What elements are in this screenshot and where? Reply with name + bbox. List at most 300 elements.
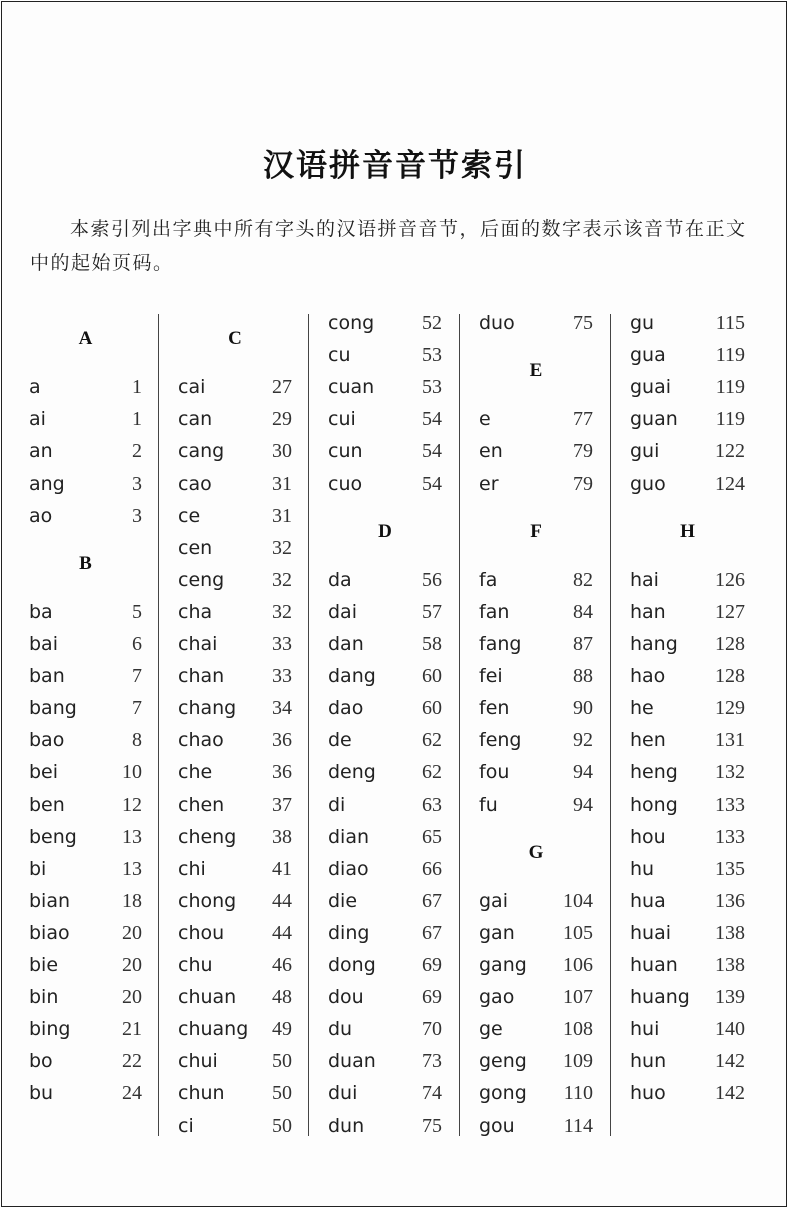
syllable: gai (479, 889, 508, 912)
syllable: chang (178, 697, 237, 720)
syllable: heng (630, 761, 678, 784)
syllable: dao (328, 697, 364, 720)
syllable: bi (29, 857, 47, 880)
index-entry (29, 661, 142, 691)
page-number: 107 (563, 986, 593, 1009)
syllable: cu (328, 344, 351, 367)
section-letter-f: F (530, 520, 542, 542)
page-number: 53 (422, 376, 442, 399)
syllable: guo (630, 472, 666, 495)
syllable: ang (29, 472, 65, 495)
index-entry (328, 1046, 442, 1076)
syllable: e (479, 408, 491, 431)
page-number: 33 (272, 633, 292, 655)
page-number: 115 (715, 312, 745, 334)
page-number: 20 (122, 954, 142, 976)
page-number: 108 (563, 1018, 593, 1041)
page-number: 56 (422, 568, 442, 591)
syllable: gou (479, 1114, 515, 1137)
index-entry (479, 950, 593, 980)
syllable: chai (178, 633, 218, 655)
index-entry (328, 693, 442, 723)
syllable: huo (630, 1082, 666, 1105)
syllable: fa (479, 568, 498, 591)
index-entry (328, 982, 442, 1012)
page-number: 46 (272, 954, 292, 976)
index-entry (178, 982, 292, 1012)
page-number: 44 (272, 889, 292, 912)
syllable: ci (178, 1114, 194, 1137)
page-number: 50 (272, 1114, 292, 1137)
index-entry (630, 982, 745, 1012)
page-number: 50 (272, 1082, 292, 1105)
index-entry (479, 918, 593, 948)
index-entry (178, 501, 292, 531)
index-entry (178, 854, 292, 884)
page-number: 138 (715, 921, 745, 944)
page-number: 6 (132, 633, 142, 655)
syllable: hai (630, 568, 659, 591)
index-entry (29, 597, 142, 627)
page-number: 60 (422, 665, 442, 688)
index-entry (630, 1078, 745, 1108)
page-number: 67 (422, 889, 442, 912)
index-entry (178, 597, 292, 627)
syllable: hui (630, 1018, 660, 1041)
page-number: 128 (715, 665, 745, 688)
index-entry (479, 597, 593, 627)
page-number: 142 (715, 1050, 745, 1073)
syllable: bai (29, 633, 58, 655)
page-number: 36 (272, 761, 292, 784)
syllable: huai (630, 921, 672, 944)
syllable: ce (178, 504, 201, 527)
page-number: 7 (132, 665, 142, 688)
page-number: 122 (715, 440, 745, 463)
page-number: 142 (715, 1082, 745, 1105)
index-entry (630, 757, 745, 787)
index-entry (29, 757, 142, 787)
intro-paragraph: 本索引列出字典中所有字头的汉语拼音音节，后面的数字表示该音节在正文中的起始页码。 (30, 218, 747, 274)
syllable: geng (479, 1050, 527, 1073)
index-entry (328, 436, 442, 466)
page-number: 48 (272, 986, 292, 1009)
index-entry (29, 1014, 142, 1044)
page-number: 33 (272, 665, 292, 688)
index-entry (328, 918, 442, 948)
page-number: 21 (122, 1018, 142, 1041)
index-entry (29, 1078, 142, 1108)
page-number: 24 (122, 1082, 142, 1105)
index-entry (479, 790, 593, 820)
syllable: a (29, 376, 41, 399)
page-number: 133 (715, 825, 745, 848)
index-entry (328, 1014, 442, 1044)
syllable: chuang (178, 1018, 249, 1041)
page-number: 69 (422, 954, 442, 976)
syllable: cun (328, 440, 363, 463)
index-entry (328, 340, 442, 370)
page-number: 94 (573, 793, 593, 816)
index-entry (479, 982, 593, 1012)
syllable: da (328, 568, 352, 591)
syllable: fen (479, 697, 510, 720)
page-number: 63 (422, 793, 442, 816)
syllable: chong (178, 889, 237, 912)
index-entry (178, 886, 292, 916)
index-entry (328, 1078, 442, 1108)
index-entry (328, 308, 442, 338)
syllable: fu (479, 793, 498, 816)
syllable: dun (328, 1114, 365, 1137)
index-entry (630, 340, 745, 370)
page-number: 38 (272, 825, 292, 848)
index-entry (630, 693, 745, 723)
page-number: 88 (573, 665, 593, 688)
index-entry (29, 372, 142, 402)
column-divider (308, 314, 309, 1136)
page-number: 70 (422, 1018, 442, 1041)
index-entry (630, 372, 745, 402)
index-entry (178, 757, 292, 787)
syllable: hen (630, 729, 666, 752)
syllable: hong (630, 793, 678, 816)
syllable: hu (630, 857, 655, 880)
index-entry (479, 469, 593, 499)
page-number: 58 (422, 633, 442, 655)
syllable: gui (630, 440, 660, 463)
syllable: diao (328, 857, 369, 880)
syllable: cai (178, 376, 206, 399)
index-entry (630, 469, 745, 499)
index-entry (630, 661, 745, 691)
index-entry (29, 436, 142, 466)
syllable: bao (29, 729, 65, 752)
syllable: guai (630, 376, 672, 399)
page-number: 131 (715, 729, 745, 752)
page-number: 32 (272, 600, 292, 623)
index-entry (178, 725, 292, 755)
syllable: guan (630, 408, 678, 431)
index-entry (630, 597, 745, 627)
index-entry (328, 469, 442, 499)
page-number: 74 (422, 1082, 442, 1105)
index-entry (630, 436, 745, 466)
syllable: bei (29, 761, 59, 784)
syllable: dian (328, 825, 370, 848)
page-number: 1 (132, 408, 142, 431)
page-number: 8 (132, 729, 142, 752)
page-number: 3 (132, 472, 142, 495)
syllable: cuan (328, 376, 375, 399)
syllable: fou (479, 761, 510, 784)
section-letter-h: H (680, 520, 695, 542)
syllable: can (178, 408, 213, 431)
syllable: bo (29, 1050, 53, 1073)
index-entry (29, 982, 142, 1012)
syllable: dan (328, 633, 364, 655)
index-entry (29, 790, 142, 820)
page-number: 62 (422, 729, 442, 752)
syllable: dang (328, 665, 376, 688)
syllable: hou (630, 825, 666, 848)
page-number: 5 (132, 600, 142, 623)
syllable: duo (479, 312, 515, 334)
syllable: huan (630, 954, 678, 976)
page-title: 汉语拼音音节索引 (263, 148, 527, 184)
syllable: cha (178, 600, 213, 623)
index-entry (29, 822, 142, 852)
syllable: biao (29, 921, 70, 944)
syllable: ai (29, 408, 46, 431)
syllable: gong (479, 1082, 527, 1105)
index-entry (178, 629, 292, 659)
page-number: 32 (272, 568, 292, 591)
section-letter-c: C (228, 328, 242, 350)
page-number: 126 (715, 568, 745, 591)
page-number: 110 (563, 1082, 593, 1105)
index-entry (178, 436, 292, 466)
page-number: 133 (715, 793, 745, 816)
page-number: 7 (132, 697, 142, 720)
index-entry (328, 854, 442, 884)
syllable: di (328, 793, 346, 816)
syllable: chan (178, 665, 225, 688)
page-number: 57 (422, 600, 442, 623)
page-number: 36 (272, 729, 292, 752)
page-number: 1 (132, 376, 142, 399)
syllable: che (178, 761, 213, 784)
index-entry (178, 661, 292, 691)
syllable: duan (328, 1050, 376, 1073)
page-number: 20 (122, 986, 142, 1009)
page-number: 32 (272, 536, 292, 559)
index-entry (630, 629, 745, 659)
index-entry (479, 308, 593, 338)
index-entry (29, 854, 142, 884)
syllable: die (328, 889, 358, 912)
page-number: 135 (715, 857, 745, 880)
page-number: 10 (122, 761, 142, 784)
page-number: 29 (272, 408, 292, 431)
page-number: 66 (422, 857, 442, 880)
page-number: 84 (573, 600, 593, 623)
syllable: gu (630, 312, 655, 334)
syllable: chu (178, 954, 213, 976)
syllable: dui (328, 1082, 358, 1105)
syllable: cheng (178, 825, 237, 848)
page-number: 18 (122, 889, 142, 912)
page-number: 87 (573, 633, 593, 655)
index-entry (29, 1046, 142, 1076)
syllable: cong (328, 312, 375, 334)
page-number: 31 (272, 504, 292, 527)
page-number: 31 (272, 472, 292, 495)
page-number: 54 (422, 472, 442, 495)
index-entry (630, 1046, 745, 1076)
index-entry (328, 565, 442, 595)
page-number: 13 (122, 857, 142, 880)
column-divider (459, 314, 460, 1136)
index-entry (178, 565, 292, 595)
page-number: 2 (132, 440, 142, 463)
index-entry (479, 404, 593, 434)
syllable: gang (479, 954, 527, 976)
syllable: chen (178, 793, 225, 816)
page-number: 37 (272, 793, 292, 816)
syllable: bian (29, 889, 71, 912)
index-entry (479, 436, 593, 466)
syllable: dou (328, 986, 364, 1009)
syllable: en (479, 440, 503, 463)
syllable: deng (328, 761, 376, 784)
syllable: de (328, 729, 352, 752)
syllable: ding (328, 921, 370, 944)
index-entry (29, 918, 142, 948)
page-number: 30 (272, 440, 292, 463)
column-divider (158, 314, 159, 1136)
page-number: 104 (563, 889, 593, 912)
page-number: 138 (715, 954, 745, 976)
syllable: bing (29, 1018, 71, 1041)
syllable: ceng (178, 568, 225, 591)
syllable: gao (479, 986, 515, 1009)
page-number: 119 (715, 344, 745, 367)
page-number: 34 (272, 697, 292, 720)
page-number: 3 (132, 504, 142, 527)
index-entry (178, 822, 292, 852)
syllable: cuo (328, 472, 363, 495)
syllable: cui (328, 408, 356, 431)
index-entry (178, 1078, 292, 1108)
page-number: 77 (573, 408, 593, 431)
index-entry (630, 725, 745, 755)
page-number: 119 (715, 408, 745, 431)
syllable: dong (328, 954, 376, 976)
page-number: 27 (272, 376, 292, 399)
syllable: chi (178, 857, 206, 880)
syllable: cang (178, 440, 225, 463)
index-entry (178, 1046, 292, 1076)
syllable: dai (328, 600, 357, 623)
page-number: 128 (715, 633, 745, 655)
index-entry (29, 404, 142, 434)
index-entry (29, 469, 142, 499)
syllable: gan (479, 921, 515, 944)
index-entry (178, 1111, 292, 1141)
index-entry (328, 597, 442, 627)
page-number: 79 (573, 472, 593, 495)
syllable: ban (29, 665, 65, 688)
index-entry (328, 1111, 442, 1141)
syllable: chun (178, 1082, 225, 1105)
page-number: 92 (573, 729, 593, 752)
index-entry (328, 629, 442, 659)
page-number: 140 (715, 1018, 745, 1041)
syllable: cao (178, 472, 212, 495)
page-number: 129 (715, 697, 745, 720)
page-number: 60 (422, 697, 442, 720)
index-entry (178, 693, 292, 723)
page-number: 75 (573, 312, 593, 334)
page-number: 139 (715, 986, 745, 1009)
syllable: feng (479, 729, 522, 752)
index-entry (178, 950, 292, 980)
syllable: ba (29, 600, 53, 623)
page-number: 54 (422, 440, 442, 463)
index-entry (630, 1014, 745, 1044)
index-entry (630, 918, 745, 948)
section-letter-e: E (529, 360, 543, 382)
index-entry (479, 693, 593, 723)
index-entry (178, 533, 292, 563)
page-number: 62 (422, 761, 442, 784)
index-entry (479, 661, 593, 691)
page-number: 79 (573, 440, 593, 463)
syllable: bin (29, 986, 59, 1009)
syllable: chui (178, 1050, 218, 1073)
index-entry (630, 822, 745, 852)
page-number: 124 (715, 472, 745, 495)
syllable: hua (630, 889, 666, 912)
syllable: chou (178, 921, 225, 944)
page-number: 119 (715, 376, 745, 399)
index-entry (630, 790, 745, 820)
index-entry (630, 308, 745, 338)
syllable: er (479, 472, 499, 495)
index-entry (479, 757, 593, 787)
syllable: han (630, 600, 666, 623)
index-entry (630, 950, 745, 980)
section-letter-d: D (378, 520, 392, 542)
index-entry (630, 565, 745, 595)
syllable: chuan (178, 986, 237, 1009)
page-number: 41 (272, 857, 292, 880)
index-entry (630, 404, 745, 434)
page-number: 69 (422, 986, 442, 1009)
page-number: 94 (573, 761, 593, 784)
syllable: ao (29, 504, 53, 527)
page-number: 132 (715, 761, 745, 784)
index-entry (479, 886, 593, 916)
index-entry (178, 372, 292, 402)
syllable: gua (630, 344, 666, 367)
section-letter-a: A (78, 328, 93, 350)
index-entry (178, 918, 292, 948)
syllable: cen (178, 536, 213, 559)
page-number: 49 (272, 1018, 292, 1041)
index-entry (328, 372, 442, 402)
page-number: 90 (573, 697, 593, 720)
index-entry (328, 661, 442, 691)
section-letter-b: B (79, 552, 92, 574)
syllable: ge (479, 1018, 503, 1041)
syllable: du (328, 1018, 353, 1041)
page-number: 67 (422, 921, 442, 944)
index-entry (178, 469, 292, 499)
syllable: bang (29, 697, 77, 720)
index-entry (479, 629, 593, 659)
syllable: bie (29, 954, 59, 976)
syllable: an (29, 440, 53, 463)
index-entry (328, 404, 442, 434)
page-number: 12 (122, 793, 142, 816)
syllable: he (630, 697, 654, 720)
index-entry (479, 1111, 593, 1141)
index-entry (29, 629, 142, 659)
index-entry (29, 501, 142, 531)
index-entry (630, 854, 745, 884)
